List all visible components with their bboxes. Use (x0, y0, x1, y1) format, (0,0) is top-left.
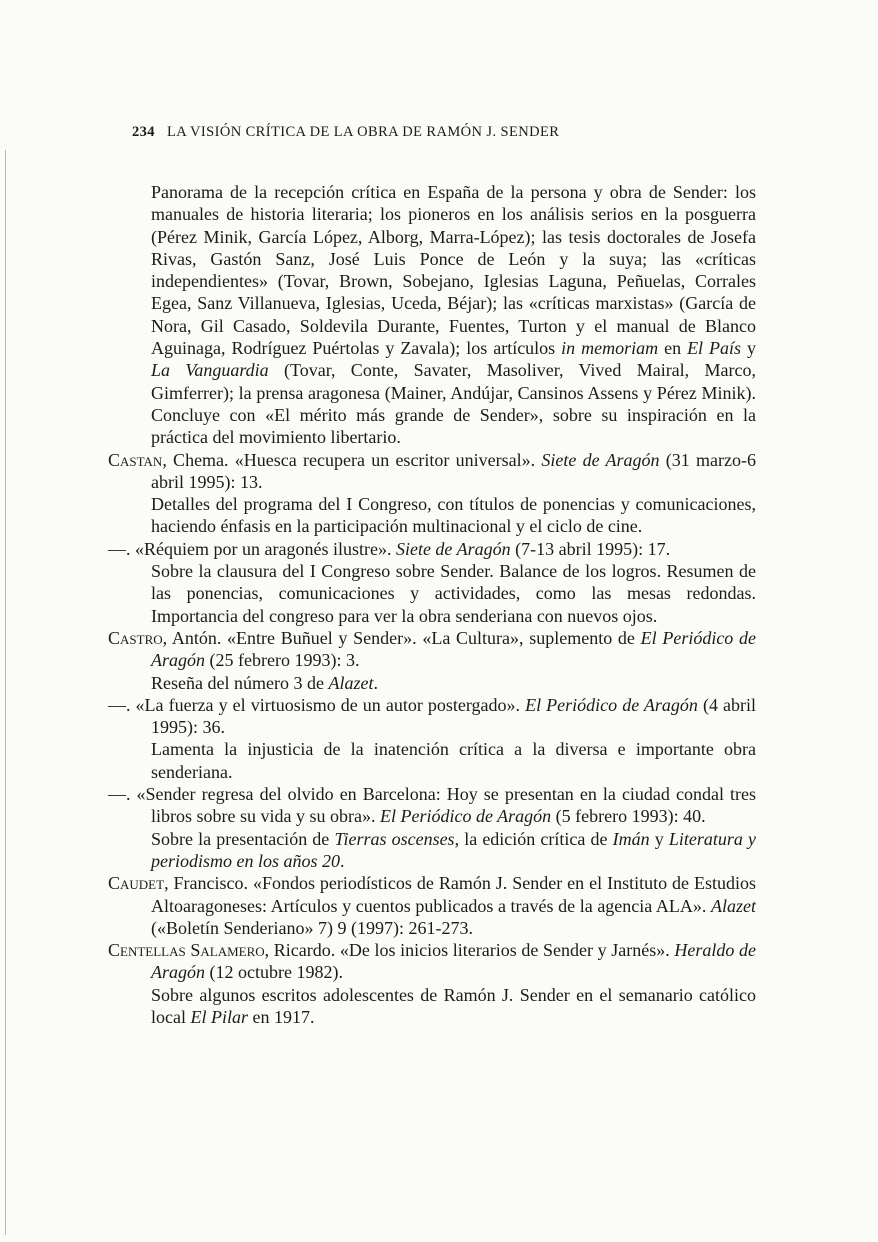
entry-author: Caudet (108, 873, 165, 894)
bibliography-entry: —. «Réquiem por un aragonés ilustre». Siete de Aragón (7-13 abril 1995): 17. (108, 538, 671, 559)
entry-author: Castro (108, 627, 163, 648)
annotation-paragraph: Lamenta la injusticia de la inatención crítica a la diversa e importante obra senderiana. (151, 739, 756, 782)
annotation-paragraph: Sobre la presentación de Tierras oscenses, la edición crítica de Imán y Literatura y periodismo en los años 20. (151, 828, 756, 871)
annotation-paragraph: Sobre algunos escritos adolescentes de Ramón J. Sender en el semanario católico local El Pilar en 1917. (151, 984, 756, 1027)
annotation-paragraph: Sobre la clausura del I Congreso sobre Sender. Balance de los logros. Resumen de las ponencias, comunicaciones y actividades, como las mesas redondas. Importancia del congreso para ver la obra senderiana con nuevos ojos. (151, 561, 756, 626)
bibliography-entry: Castan, Chema. «Huesca recupera un escritor universal». Siete de Aragón (31 marzo-6 abril 1995): 13. (108, 449, 756, 492)
bibliography-entry: Centellas Salamero, Ricardo. «De los inicios literarios de Sender y Jarnés». Heraldo de Aragón (12 octubre 1982). (108, 940, 756, 983)
entry-author: Centellas Salamero (108, 940, 265, 961)
running-title: LA VISIÓN CRÍTICA DE LA OBRA DE RAMÓN J. SENDER (166, 124, 560, 140)
annotation-paragraph: Reseña del número 3 de Alazet. (151, 672, 378, 693)
bibliography-entry: Caudet, Francisco. «Fondos periodísticos de Ramón J. Sender en el Instituto de Estudios Altoaragoneses: Artículos y cuentos publicados a través de la agencia ALA». Alazet («Boletín Senderiano» 7) 9 (1997): 261-273. (108, 873, 756, 938)
page-gutter-line (5, 150, 6, 1235)
page-number: 234 (132, 124, 155, 140)
bibliography-entry: —. «Sender regresa del olvido en Barcelona: Hoy se presentan en la ciudad condal tres libros sobre su vida y su obra». El Periódico de Aragón (5 febrero 1993): 40. (108, 784, 756, 827)
entry-author: Castan (108, 449, 163, 470)
running-head (132, 124, 559, 141)
annotation-paragraph: Panorama de la recepción crítica en España de la persona y obra de Sender: los manuales de historia literaria; los pioneros en los análisis serios en la posguerra (Pérez Minik, García López, Alborg, Marra-López); las tesis doctorales de Josefa Rivas, Gastón Sanz, José Luis Ponce de León y la suya; las «críticas independientes» (Tovar, Brown, Sobejano, Iglesias Laguna, Peñuelas, Corrales Egea, Sanz Villanueva, Iglesias, Uceda, Béjar); las «críticas marxistas» (García de Nora, Gil Casado, Soldevila Durante, Fuentes, Turton y el manual de Blanco Aguinaga, Rodríguez Puértolas y Zavala); los artículos in memoriam en El País y La Vanguardia (Tovar, Conte, Savater, Masoliver, Vived Mairal, Marco, Gimferrer); la prensa aragonesa (Mainer, Andújar, Cansinos Assens y Pérez Minik). Concluye con «El mérito más grande de Sender», sobre su inspiración en la práctica del movimiento libertario. (151, 182, 756, 448)
bibliography-content (108, 181, 756, 1028)
bibliography-entry: Castro, Antón. «Entre Buñuel y Sender». «La Cultura», suplemento de El Periódico de Aragón (25 febrero 1993): 3. (108, 627, 757, 671)
bibliography-entry: —. «La fuerza y el virtuosismo de un autor postergado». El Periódico de Aragón (4 abril 1995): 36. (108, 694, 757, 738)
annotation-paragraph: Detalles del programa del I Congreso, con títulos de ponencias y comunicaciones, haciendo énfasis en la participación multinacional y el ciclo de cine. (151, 494, 756, 537)
